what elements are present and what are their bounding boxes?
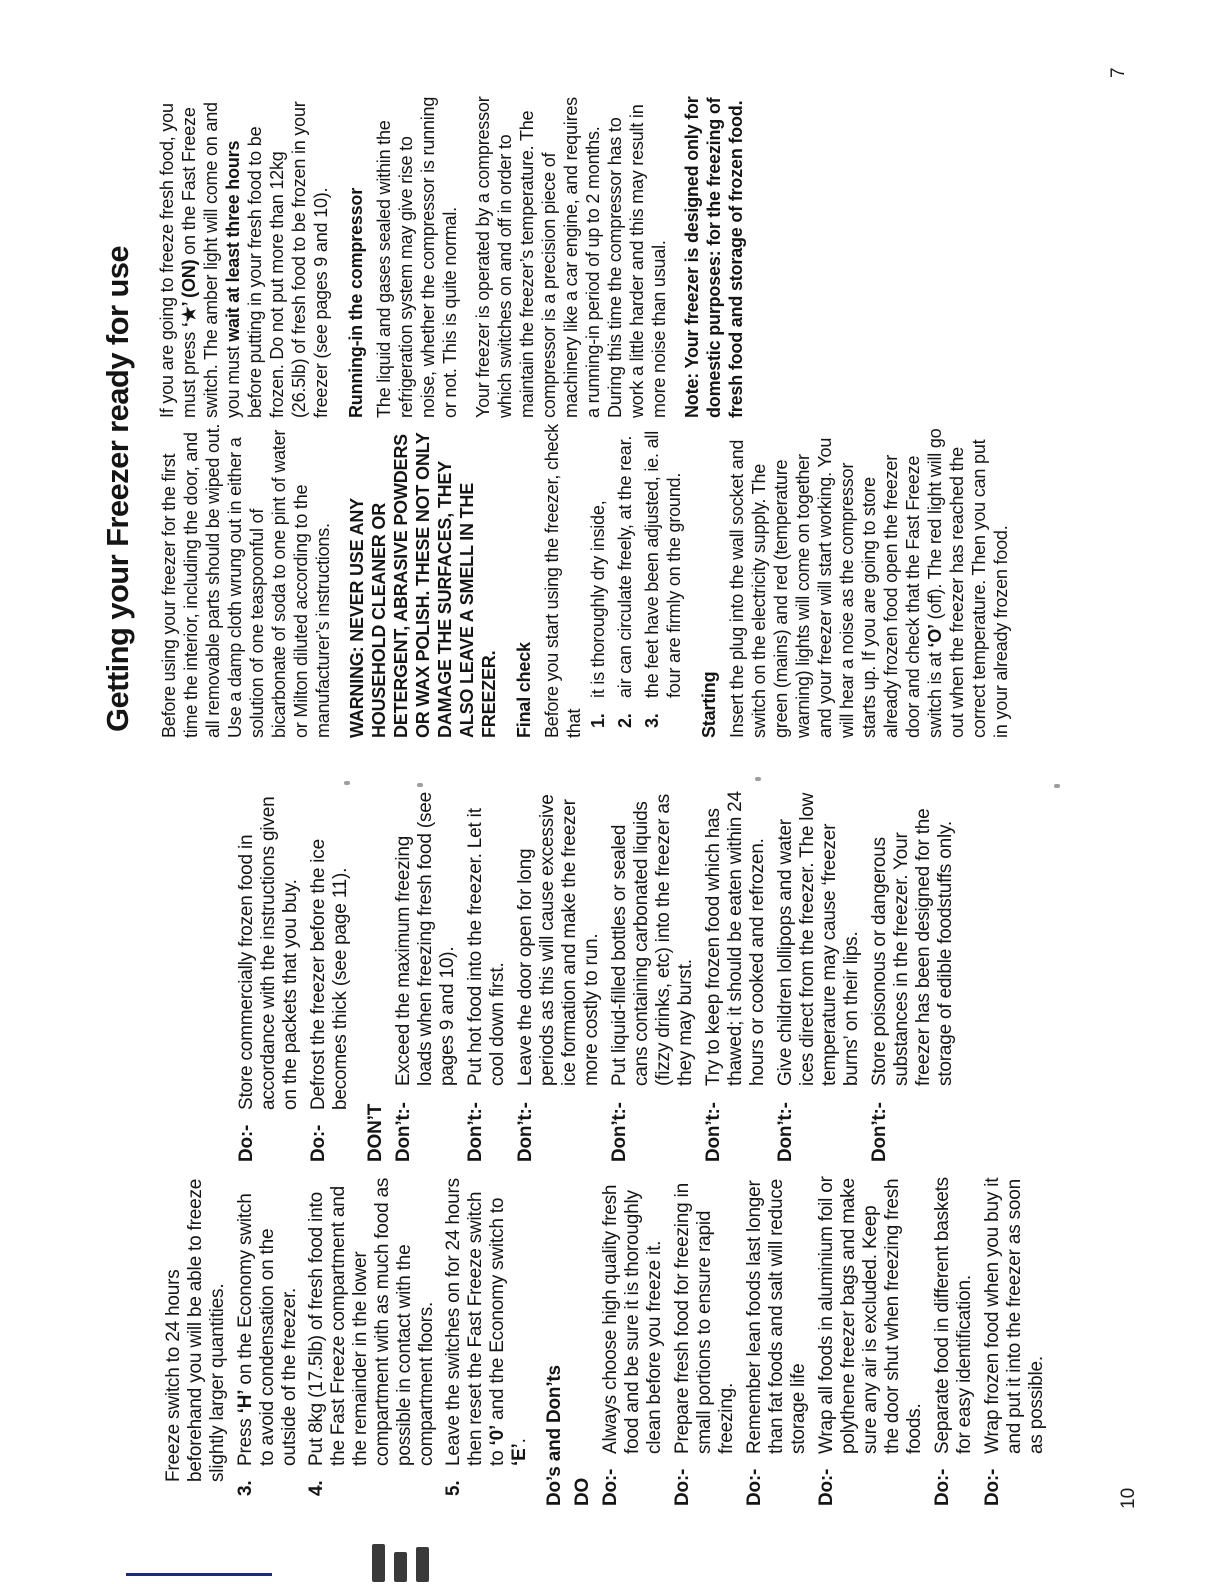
list-item-label: 2. xyxy=(615,713,635,728)
list-item-label: Don’t:- xyxy=(775,1102,796,1162)
list-item-label: 5. xyxy=(443,1480,464,1496)
list-item-text: Remember lean foods last longer than fat foods and salt will reduce storage life xyxy=(744,1178,809,1454)
list-item-label: Do:- xyxy=(982,1468,1003,1506)
list-item xyxy=(703,788,769,1162)
scan-speck xyxy=(755,777,761,781)
scan-artifact xyxy=(416,1547,429,1582)
list-item xyxy=(443,1176,531,1506)
list-item-text: Wrap frozen food when you buy it and put it into the freezer as soon as possible. xyxy=(982,1177,1047,1454)
page-title: Getting your Freezer ready for use xyxy=(100,245,135,732)
list-item xyxy=(465,788,509,1162)
section-heading: DON’T xyxy=(365,1103,386,1162)
list-item-label: Do:- xyxy=(816,1468,837,1506)
list-item-label: 1. xyxy=(588,713,608,728)
list-item-text: Exceed the maximum freezing loads when freezing fresh food (see pages 9 and 10). xyxy=(393,791,458,1086)
list-item xyxy=(672,1176,738,1506)
list-item-label: Do:- xyxy=(600,1468,621,1506)
scan-artifact xyxy=(394,1552,407,1582)
list-item-text: Put 8kg (17.5lb) of fresh food into the Fast Freeze compartment and the remainder in the lower compartment with as much food as possible in contact with the compartment floors. xyxy=(306,1177,437,1466)
paragraph: WARNING: NEVER USE ANY HOUSEHOLD CLEANER OR DETERGENT, ABRASIVE POWDERS OR WAX POLISH. THESE NOT ONLY DAMAGE THE SURFACES, THEY ALSO LEAVE A SMELL IN THE FREEZER. xyxy=(347,432,499,738)
paragraph: Before you start using the freezer, check that xyxy=(542,424,584,738)
list-item-text: Leave the switches on for 24 hours then reset the Fast Freeze switch to ‘0’ and the Economy switch to ‘E’. xyxy=(443,1178,530,1466)
paragraph: If you are going to freeze fresh food, you must press ‘★’ (ON) on the Fast Freeze switch. The amber light will come on and you must wait at least three hours before putting in your fresh food to be frozen. Do not put more than 12kg (26.5lb) of fresh food to be frozen in your freezer (see pages 9 and 10). xyxy=(157,101,331,418)
list-item-text: Store commercially frozen food in accordance with the instructions given on the packets that you buy. xyxy=(236,796,301,1110)
page-number-10: 10 xyxy=(1118,1487,1139,1509)
list-item-label: 3. xyxy=(642,713,662,728)
scan-artifact xyxy=(372,1544,385,1582)
list-item xyxy=(393,788,459,1162)
list-item xyxy=(306,1176,438,1506)
list-item-text: Give children lollipops and water ices direct from the freezer. The low temperature may cause ‘freezer burns’ on their lips. xyxy=(775,792,862,1086)
page-number-7: 7 xyxy=(1108,67,1129,78)
section-heading: Running-in the compressor xyxy=(346,187,366,418)
paragraph: The liquid and gases sealed within the refrigeration system may give rise to noise, whether the compressor is running or not. This is quite normal. xyxy=(374,96,460,418)
list-item-label: Do:- xyxy=(744,1468,765,1506)
list-item-label: Don’t:- xyxy=(465,1102,486,1162)
list-item-text: air can circulate freely, at the rear. xyxy=(615,435,635,698)
page-edge-line xyxy=(126,1573,272,1576)
list-item-label: Don’t:- xyxy=(609,1102,630,1162)
paragraph: Before using your freezer for the first time the interior, including the door, and all removable parts should be wiped out. Use a damp cloth wrung out in either a solution of one teaspoonful of bicarbonate of soda to one pint of water or Milton diluted according to the manufacturer’s instructions. xyxy=(159,423,333,738)
list-item xyxy=(308,788,352,1162)
section-heading: Starting xyxy=(699,671,719,738)
list-item xyxy=(515,788,603,1162)
list-item-text: it is thoroughly dry inside, xyxy=(588,500,608,698)
paragraph: Note: Your freezer is designed only for domestic purposes: for the freezing of fresh food and storage of frozen food. xyxy=(682,96,746,418)
list-item-text: Always choose high quality fresh food and be sure it is thoroughly clean before you freeze it. xyxy=(600,1184,665,1454)
list-item-text: Separate food in different baskets for easy identification. xyxy=(932,1177,975,1454)
list-item-text: Leave the door open for long periods as this will cause excessive ice formation and make the freezer more costly to run. xyxy=(515,794,602,1086)
list-item-label: Do:- xyxy=(672,1468,693,1506)
page-7 xyxy=(0,0,1224,774)
list-item xyxy=(587,422,609,738)
list-item-text: Store poisonous or dangerous substances in the freezer. Your freezer has been designed for the storage of edible foodstuffs only. xyxy=(869,808,956,1086)
list-item-text: the feet have been adjusted, ie. all four are firmly on the ground. xyxy=(642,430,684,698)
paragraph: Your freezer is operated by a compressor which switches on and off in order to maintain the freezer’s temperature. The compressor is a precision piece of machinery like a car engine, and requires a running-in period of up to 2 months. During this time the compressor has to work a little harder and this may result in more noise than usual. xyxy=(473,96,669,418)
list-item xyxy=(235,1176,301,1506)
list-item-text: Try to keep frozen food which has thawed; it should be eaten within 24 hours or cooked and refrozen. xyxy=(703,791,768,1086)
list-item-label: 3. xyxy=(235,1480,256,1496)
list-item xyxy=(816,1176,926,1506)
list-item xyxy=(869,788,957,1162)
list-item xyxy=(982,1176,1048,1506)
list-item-label: Do:- xyxy=(236,1124,257,1162)
paragraph: Insert the plug into the wall socket and switch on the electricity supply. The green (mains) and red (temperature warning) lights will come on together and your freezer will start working. You will hear a noise as the compressor starts up. If you are going to store already frozen food open the freezer door and check that the Fast Freeze switch is at ‘O’ (off). The red light will go out when the freezer has reached the correct temperature. Then you can put in your already frozen food. xyxy=(727,428,1011,738)
list-item xyxy=(641,422,685,738)
list-item-label: Don’t:- xyxy=(393,1102,414,1162)
section-heading: Do’s and Don’ts xyxy=(544,1365,565,1506)
list-item-text: Defrost the freezer before the ice becomes thick (see page 11). xyxy=(308,839,351,1110)
list-item-text: Wrap all foods in aluminium foil or polythene freezer bags and make sure any air is excluded. Keep the door shut when freezing fresh foods. xyxy=(816,1176,925,1454)
paragraph: Freeze switch to 24 hours beforehand you will be able to freeze slightly larger quantities. xyxy=(163,1178,228,1482)
page-7-column-1 xyxy=(158,422,1023,738)
list-item xyxy=(614,422,636,738)
list-item-label: Do:- xyxy=(932,1468,953,1506)
list-item-label: Don’t:- xyxy=(703,1102,724,1162)
page-7-column-2 xyxy=(156,88,758,418)
list-item-label: Don’t:- xyxy=(869,1102,890,1162)
page-10-column-1 xyxy=(163,1176,1054,1506)
list-item xyxy=(609,788,697,1162)
page-10-column-2 xyxy=(236,788,963,1162)
list-item xyxy=(744,1176,810,1506)
list-item xyxy=(775,788,863,1162)
list-item xyxy=(236,788,302,1162)
scan-speck xyxy=(344,781,350,785)
list-item-text: Press ‘H’ on the Economy switch to avoid condensation on the outside of the freezer. xyxy=(235,1193,300,1466)
list-item-label: 4. xyxy=(306,1480,327,1496)
list-item-label: Do:- xyxy=(308,1124,329,1162)
list-item-text: Put liquid-filled bottles or sealed cans containing carbonated liquids (fizzy drinks, etc) into the freezer as they may burst. xyxy=(609,793,696,1086)
page-10 xyxy=(0,774,1224,1584)
list-item-label: Don’t:- xyxy=(515,1102,536,1162)
list-item-text: Prepare fresh food for freezing in small portions to ensure rapid freezing. xyxy=(672,1183,737,1454)
scan-speck xyxy=(1054,784,1060,788)
list-item xyxy=(932,1176,976,1506)
scan-speck xyxy=(417,783,423,787)
section-heading: Final check xyxy=(514,642,534,738)
list-item xyxy=(600,1176,666,1506)
section-heading: DO xyxy=(572,1477,593,1506)
list-item-text: Put hot food into the freezer. Let it cool down first. xyxy=(465,808,508,1086)
